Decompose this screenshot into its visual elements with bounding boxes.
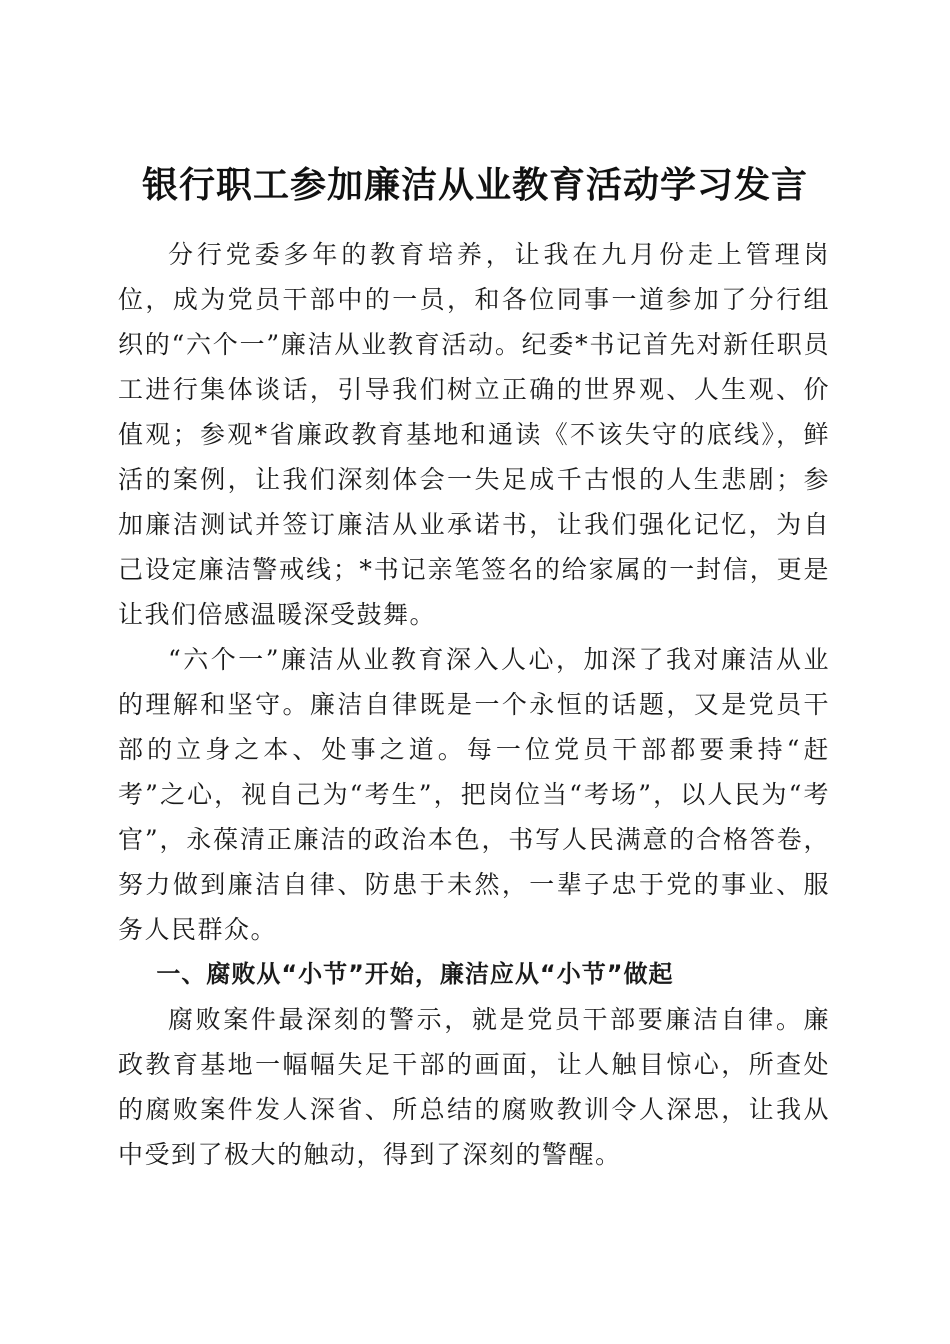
document-title: 银行职工参加廉洁从业教育活动学习发言: [141, 164, 808, 207]
document-body: [118, 232, 830, 1177]
section-1-paragraph: 腐败案件最深刻的警示，就是党员干部要廉洁自律。廉政教育基地一幅幅失足干部的画面，让人触目惊心，所查处的腐败案件发人深省、所总结的腐败教训令人深思，让我从中受到了极大的触动，得到了深刻的警醒。: [118, 1005, 830, 1169]
paragraph-commitment: “六个一”廉洁从业教育深入人心，加深了我对廉洁从业的理解和坚守。廉洁自律既是一个永恒的话题，又是党员干部的立身之本、处事之道。每一位党员干部都要秉持“赶考”之心，视自己为“考生”，把岗位当“考场”，以人民为“考官”，永葆清正廉洁的政治本色，书写人民满意的合格答卷，努力做到廉洁自律、防患于未然，一辈子忠于党的事业、服务人民群众。: [118, 645, 830, 944]
paragraph-intro: 分行党委多年的教育培养，让我在九月份走上管理岗位，成为党员干部中的一员，和各位同事一道参加了分行组织的“六个一”廉洁从业教育活动。纪委*书记首先对新任职员工进行集体谈话，引导我们树立正确的世界观、人生观、价值观；参观*省廉政教育基地和通读《不该失守的底线》，鲜活的案例，让我们深刻体会一失足成千古恨的人生悲剧；参加廉洁测试并签订廉洁从业承诺书，让我们强化记忆，为自己设定廉洁警戒线；*书记亲笔签名的给家属的一封信，更是让我们倍感温暖深受鼓舞。: [118, 240, 830, 629]
section-heading-1: 一、腐败从“小节”开始，廉洁应从“小节”做起: [156, 960, 674, 988]
